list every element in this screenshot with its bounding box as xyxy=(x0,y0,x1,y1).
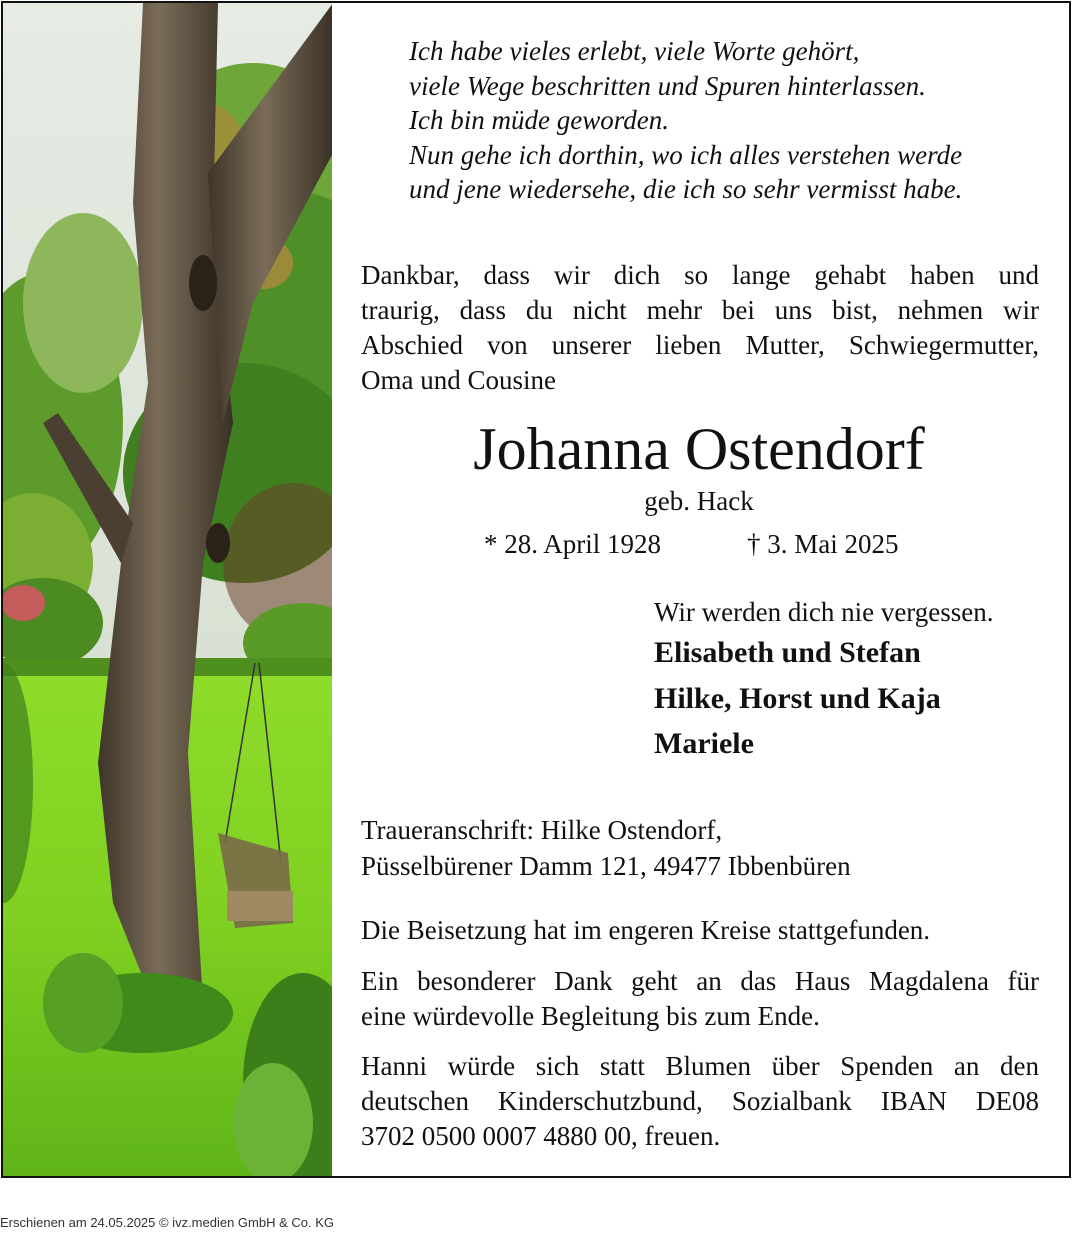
deceased-name: Johanna Ostendorf xyxy=(473,416,925,482)
publication-footer: Erschienen am 24.05.2025 © ivz.medien GmbH & Co. KG xyxy=(0,1215,335,1230)
poem-line: Ich habe vieles erlebt, viele Worte gehört, xyxy=(409,36,860,66)
donation-line: 3702 0500 0007 4880 00, freuen. xyxy=(361,1121,721,1151)
poem-line: Ich bin müde geworden. xyxy=(409,105,669,135)
poem-line: viele Wege beschritten und Spuren hinterlassen. xyxy=(409,70,926,101)
birth-date: * 28. April 1928 xyxy=(484,529,662,559)
birth-name: geb. Hack xyxy=(644,486,754,516)
thanks-note xyxy=(361,964,1039,1034)
intro-line: Abschied von unserer lieben Mutter, Schwiegermutter, xyxy=(361,330,1039,360)
burial-note xyxy=(361,913,1039,948)
death-date: † 3. Mai 2025 xyxy=(747,529,899,559)
address-line: Traueranschrift: Hilke Ostendorf, xyxy=(361,815,723,845)
intro-line: Oma und Cousine xyxy=(361,365,556,395)
donation-line: Hanni würde sich statt Blumen über Spenden an den xyxy=(361,1051,1039,1081)
family-member: Hilke, Horst und Kaja xyxy=(654,681,941,715)
intro-line: Dankbar, dass wir dich so lange gehabt haben und xyxy=(361,260,1039,290)
poem xyxy=(409,34,1049,207)
donation-note xyxy=(361,1049,1039,1154)
thanks-line: Ein besonderer Dank geht an das Haus Magdalena für xyxy=(361,966,1039,996)
garden-tree-swing-photo xyxy=(3,3,332,1176)
burial-line: Die Beisetzung hat im engeren Kreise stattgefunden. xyxy=(361,915,931,945)
mourning-address xyxy=(361,812,851,884)
family-member: Mariele xyxy=(654,727,754,760)
family-motto: Wir werden dich nie vergessen. xyxy=(654,597,994,627)
poem-line: und jene wiedersehe, die ich so sehr vermisst habe. xyxy=(409,174,963,204)
family-block xyxy=(654,594,994,767)
poem-line: Nun gehe ich dorthin, wo ich alles verstehen werde xyxy=(409,139,963,170)
family-member: Elisabeth und Stefan xyxy=(654,636,921,669)
intro-paragraph xyxy=(361,258,1039,398)
donation-line: deutschen Kinderschutzbund, Sozialbank IBAN DE08 xyxy=(361,1086,1039,1116)
intro-line: traurig, dass du nicht mehr bei uns bist, nehmen wir xyxy=(361,295,1039,325)
thanks-line: eine würdevolle Begleitung bis zum Ende. xyxy=(361,1001,820,1031)
address-line: Püsselbürener Damm 121, 49477 Ibbenbüren xyxy=(361,851,851,881)
obituary-frame xyxy=(1,1,1071,1178)
